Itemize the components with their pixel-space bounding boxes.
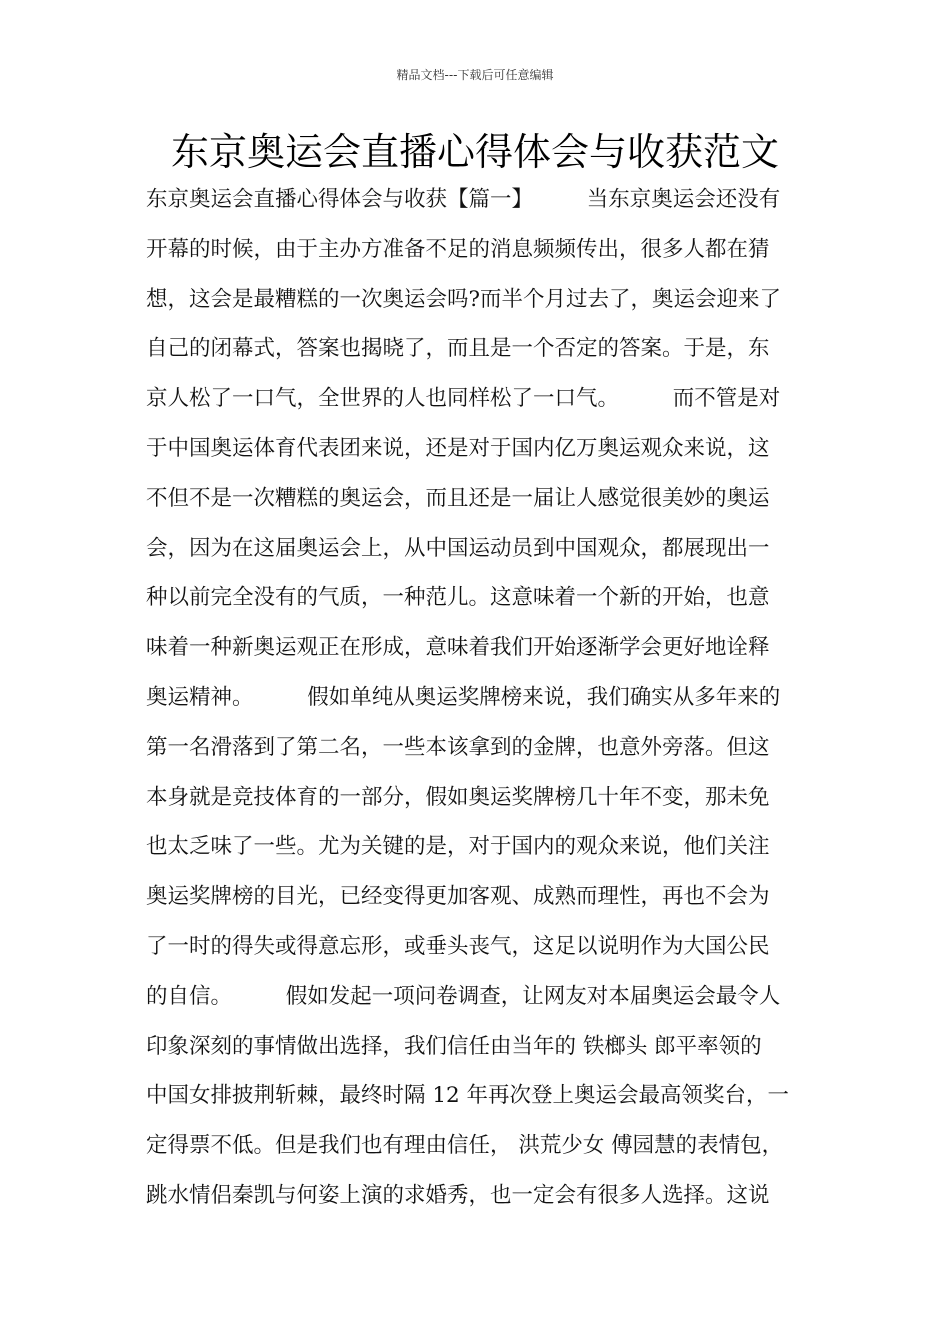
body-line: 味着一种新奥运观正在形成，意味着我们开始逐渐学会更好地诠释 — [146, 635, 770, 661]
body-line: 会，因为在这届奥运会上，从中国运动员到中国观众，都展现出一 — [146, 535, 770, 561]
body-line: 于中国奥运体育代表团来说，还是对于国内亿万奥运观众来说，这 — [146, 435, 770, 461]
document-body — [146, 180, 836, 1226]
body-line: 本身就是竞技体育的一部分，假如奥运奖牌榜几十年不变，那未免 — [146, 784, 770, 810]
body-line: 想，这会是最糟糕的一次奥运会吗?而半个月过去了，奥运会迎来了 — [146, 286, 782, 312]
body-line: 印象深刻的事情做出选择，我们信任由当年的 铁榔头 郎平率领的 — [146, 1033, 762, 1059]
body-line: 自己的闭幕式，答案也揭晓了，而且是一个否定的答案。于是，东 — [146, 336, 770, 362]
body-line: 定得票不低。但是我们也有理由信任， 洪荒少女 傅园慧的表情包， — [146, 1133, 784, 1159]
body-line: 中国女排披荆斩棘，最终时隔 12 年再次登上奥运会最高领奖台，一 — [146, 1083, 790, 1109]
body-line: 奥运精神。 假如单纯从奥运奖牌榜来说，我们确实从多年来的 — [146, 684, 781, 710]
body-line: 不但不是一次糟糕的奥运会，而且还是一届让人感觉很美妙的奥运 — [146, 485, 770, 511]
body-line: 跳水情侣秦凯与何姿上演的求婚秀，也一定会有很多人选择。这说 — [146, 1182, 770, 1208]
body-line: 的自信。 假如发起一项问卷调查，让网友对本届奥运会最令人 — [146, 983, 781, 1009]
header-note: 精品文档---下载后可任意编辑 — [396, 68, 554, 82]
body-line: 了一时的得失或得意忘形，或垂头丧气，这足以说明作为大国公民 — [146, 933, 770, 959]
body-line: 第一名滑落到了第二名，一些本该拿到的金牌，也意外旁落。但这 — [146, 734, 770, 760]
document-title: 东京奥运会直播心得体会与收获范文 — [170, 130, 779, 174]
body-line: 种以前完全没有的气质，一种范儿。这意味着一个新的开始，也意 — [146, 585, 770, 611]
body-line: 东京奥运会直播心得体会与收获【篇一】 当东京奥运会还没有 — [146, 187, 781, 212]
body-line: 京人松了一口气，全世界的人也同样松了一口气。 而不管是对 — [146, 386, 781, 412]
body-line: 奥运奖牌榜的目光，已经变得更加客观、成熟而理性，再也不会为 — [146, 884, 770, 910]
body-line: 也太乏味了一些。尤为关键的是，对于国内的观众来说，他们关注 — [146, 834, 770, 860]
body-line: 开幕的时候，由于主办方准备不足的消息频频传出，很多人都在猜 — [146, 236, 770, 262]
